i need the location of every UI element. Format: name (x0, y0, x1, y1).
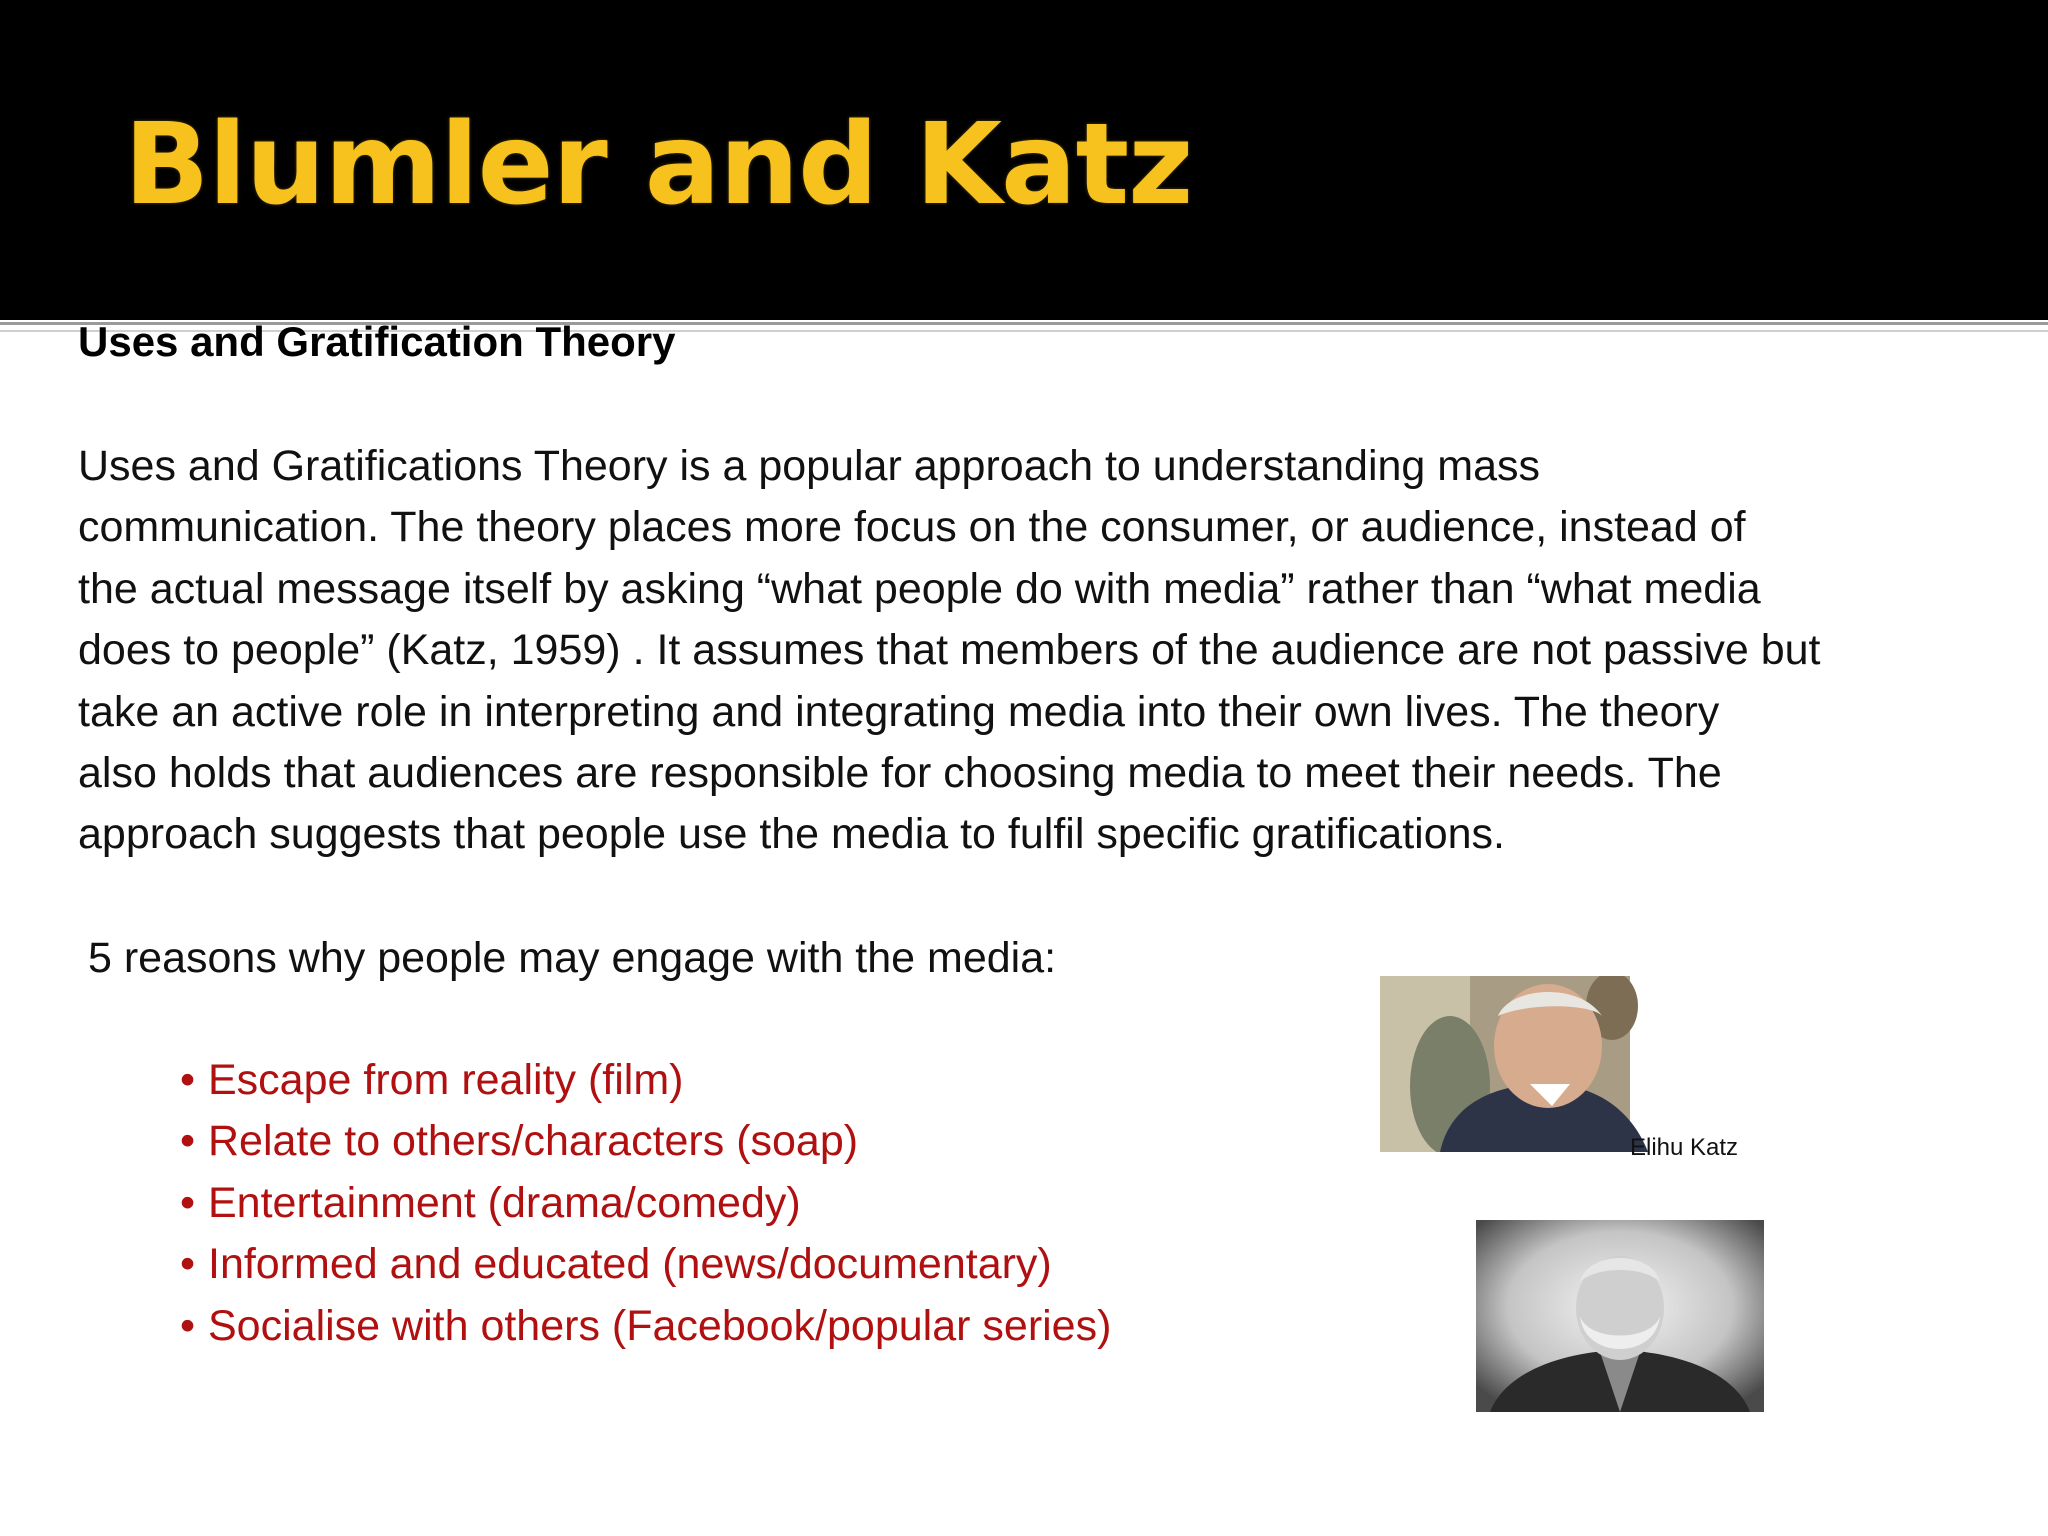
intro-line: also holds that audiences are responsible for choosing media to meet their needs. The (78, 749, 1722, 798)
intro-line: take an active role in interpreting and integrating media into their own lives. The theory (78, 687, 1720, 736)
header-band (0, 0, 2048, 320)
reason-label: Entertainment (drama/comedy) (208, 1178, 801, 1227)
list-item (180, 1050, 1111, 1111)
reason-label: Socialise with others (Facebook/popular series) (208, 1301, 1112, 1350)
list-item (180, 1111, 1111, 1172)
intro-line: the actual message itself by asking “what people do with media” rather than “what media (78, 564, 1761, 613)
list-item (180, 1173, 1111, 1234)
bullet-icon: • (180, 1056, 196, 1104)
intro-paragraph (78, 436, 2008, 866)
blumler-photo-illustration (1476, 1220, 1764, 1412)
slide-title: Blumler and Katz (124, 100, 1193, 230)
reason-label: Informed and educated (news/documentary) (208, 1240, 1052, 1289)
intro-line: Uses and Gratifications Theory is a popular approach to understanding mass (78, 442, 1541, 490)
intro-line: approach suggests that people use the media to fulfil specific gratifications. (78, 810, 1505, 859)
bullet-icon: • (180, 1178, 196, 1227)
subheading: Uses and Gratification Theory (78, 318, 676, 365)
katz-photo-illustration (1380, 976, 1702, 1152)
photo-caption: Elihu Katz (1630, 1134, 1739, 1161)
bullet-icon: • (180, 1117, 196, 1166)
reasons-heading: 5 reasons why people may engage with the media: (88, 934, 1057, 982)
reason-label: Escape from reality (film) (208, 1056, 684, 1104)
blumler-photo (1476, 1220, 1764, 1412)
list-item (180, 1296, 1111, 1357)
katz-photo (1380, 976, 1702, 1152)
reasons-list (180, 1050, 1111, 1357)
intro-line: communication. The theory places more focus on the consumer, or audience, instead of (78, 503, 1746, 552)
list-item (180, 1234, 1111, 1295)
reason-label: Relate to others/characters (soap) (208, 1117, 859, 1166)
bullet-icon: • (180, 1301, 196, 1350)
intro-line: does to people” (Katz, 1959) . It assumes that members of the audience are not passive but (78, 626, 1821, 675)
bullet-icon: • (180, 1240, 196, 1289)
